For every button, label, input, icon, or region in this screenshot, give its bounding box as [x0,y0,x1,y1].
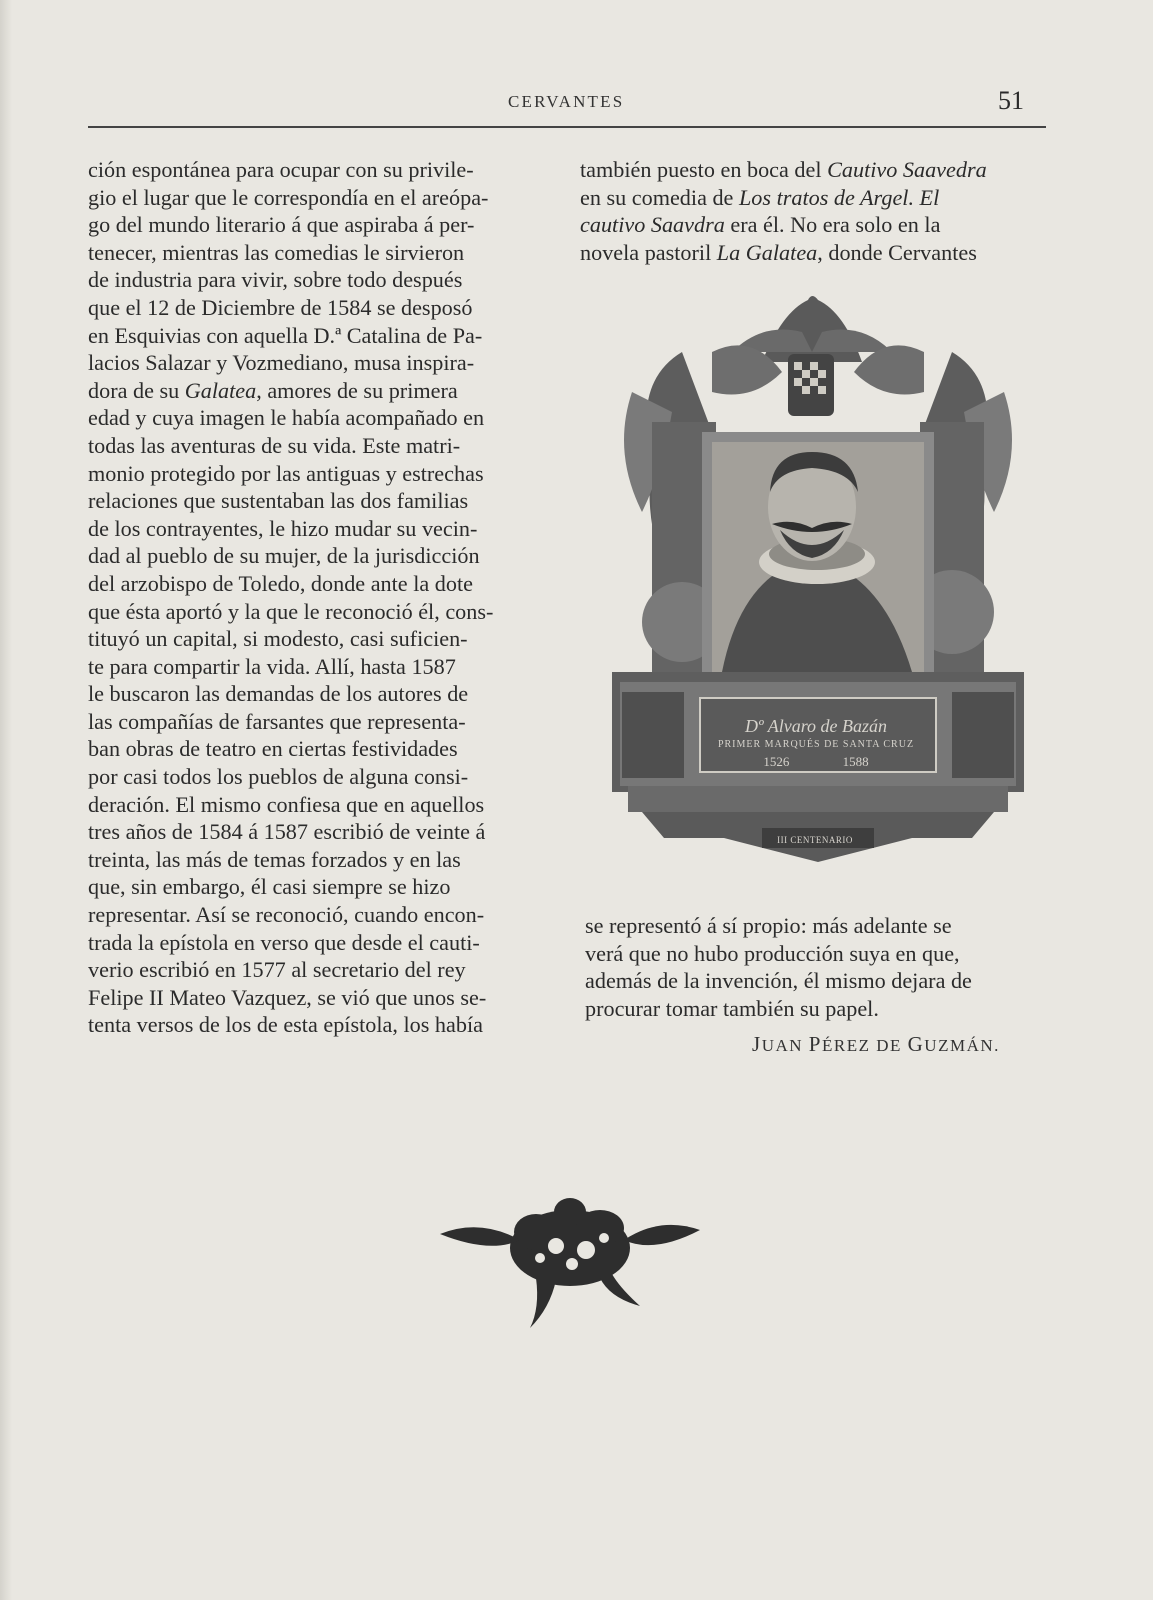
text-line: las compañías de farsantes que representa- [88,708,466,734]
text-line: que, sin embargo, él casi siempre se hizo [88,874,451,900]
caption-title: PRIMER MARQUÉS DE SANTA CRUZ [717,739,915,750]
text-line: verio escribió en 1577 al secretario del rey [88,957,466,983]
italic-title: La Galatea [716,239,818,265]
text-line: que ésta aportó y la que le reconoció él, cons- [88,598,494,624]
signature-text: UZMÁN. [924,1036,1000,1055]
floral-tailpiece-icon [440,1188,700,1338]
text-line: tres años de 1584 á 1587 escribió de veinte á [88,819,486,845]
text-line: que el 12 de Diciembre de 1584 se desposó [88,294,473,320]
text-line: trada la epístola en verso que desde el cauti- [88,929,480,955]
text-line: por casi todos los pueblos de alguna consi- [88,764,469,790]
text-line: tituyó un capital, si modesto, casi suficien- [88,626,468,652]
text-line: gio el lugar que le correspondía en el areópa- [88,184,489,210]
text-line: Felipe II Mateo Vazquez, se vió que unos se- [88,984,487,1010]
text-line: de los contrayentes, le hizo mudar su vecin- [88,515,478,541]
text-line: ban obras de teatro en ciertas festividades [88,736,458,762]
text-run: novela pastoril [580,239,717,265]
header-rule [88,126,1046,128]
portrait-engraving [612,292,1024,882]
right-column-bottom [585,912,1051,1022]
text-line [88,377,553,405]
text-line [580,156,1046,184]
text-line [580,184,1046,212]
text-line: verá que no hubo producción suya en que, [585,940,960,966]
text-line: relaciones que sustentaban las dos familias [88,488,469,514]
text-line: de industria para vivir, sobre todo después [88,267,463,293]
italic-title: Cautivo Saavedra [827,157,987,182]
text-line: lacios Salazar y Vozmediano, musa inspira- [88,350,475,376]
text-line: go del mundo literario á que aspiraba á per- [88,212,475,238]
signature-text: ÉREZ DE [821,1036,908,1055]
text-line: edad y cuya imagen le había acompañado en [88,405,485,431]
page-edge [0,0,12,1600]
text-line: representar. Así se reconoció, cuando encon- [88,902,485,928]
text-line: todas las aventuras de su vida. Este matri- [88,432,461,458]
author-signature [752,1032,1000,1057]
text-line: ción espontánea para ocupar con su privile- [88,157,474,182]
running-title: CERVANTES [508,92,625,111]
text-line: tenta versos de los de esta epístola, los había [88,1012,483,1038]
text-run: era él. No era solo en la [724,212,941,238]
portrait-caption [704,714,928,786]
text-line: en Esquivias con aquella D.ª Catalina de Pa- [88,322,483,348]
text-line [580,211,1046,239]
signature-initial: J [752,1032,762,1056]
text-line: te para compartir la vida. Allí, hasta 1587 [88,653,456,679]
text-line: además de la invención, él mismo dejara de [585,968,972,994]
italic-title: cautivo Saavdra [580,212,725,238]
signature-text: UAN [761,1036,809,1055]
text-line: del arzobispo de Toledo, donde ante la dote [88,570,473,596]
signature-initial: G [907,1032,925,1056]
plaque-label: III CENTENARIO [777,835,853,845]
italic-title: Los tratos de Argel. El [738,184,940,210]
text-line: procurar tomar también su papel. [585,995,879,1021]
text-run: también puesto en boca del [580,157,828,182]
right-column-top [580,156,1046,266]
text-run: , amores de su primera [256,377,458,403]
text-run: dora de su [88,377,185,403]
text-line: treinta, las más de temas forzados y en las [88,846,461,872]
caption-name: Dº Alvaro de Bazán [744,716,888,736]
left-column [88,156,553,1039]
text-run: , donde Cervantes [817,239,977,265]
text-line: tenecer, mientras las comedias le sirvieron [88,239,465,265]
text-line: monio protegido por las antiguas y estrechas [88,460,484,486]
text-line: se representó á sí propio: más adelante se [585,913,952,938]
text-line: deración. El mismo confiesa que en aquellos [88,791,485,817]
text-line: le buscaron las demandas de los autores de [88,681,469,707]
page-number: 51 [998,86,1024,115]
italic-title: Galatea [184,377,257,403]
text-line [580,239,1046,267]
running-head [88,86,1046,130]
text-run: en su comedia de [580,184,739,210]
signature-initial: P [808,1032,822,1056]
text-line: dad al pueblo de su mujer, de la jurisdicción [88,543,480,569]
caption-years: 1526 1588 [763,754,869,769]
